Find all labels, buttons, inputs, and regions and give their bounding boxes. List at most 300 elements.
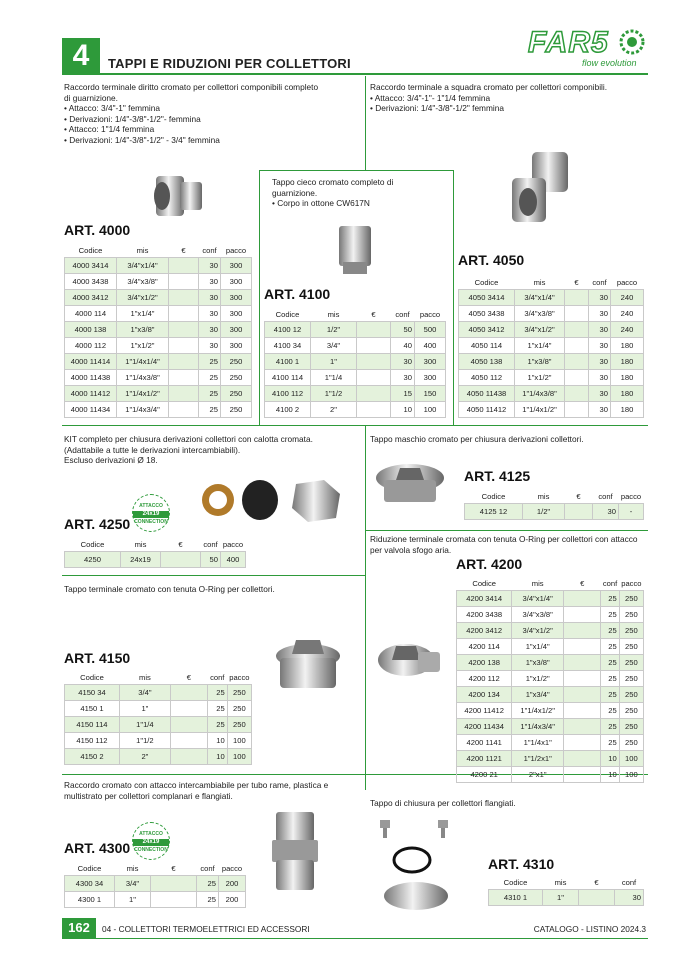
table-cell: 30 xyxy=(199,273,221,289)
table-row xyxy=(489,889,644,905)
table-cell: 30 xyxy=(589,305,611,321)
table-row xyxy=(457,654,644,670)
table-cell: 4250 xyxy=(65,551,121,567)
table-cell xyxy=(564,606,601,622)
table-cell: 25 xyxy=(207,716,227,732)
table-row xyxy=(457,734,644,750)
table-row xyxy=(457,670,644,686)
table-cell: 40 xyxy=(391,337,415,353)
article-title-4050: ART. 4050 xyxy=(458,252,525,268)
table-row xyxy=(65,369,252,385)
table-cell: 4200 1121 xyxy=(457,750,512,766)
column-header: Codice xyxy=(77,863,102,873)
table-row xyxy=(65,305,252,321)
table-cell: 3/4"x3/8" xyxy=(512,606,564,622)
table-cell: 250 xyxy=(227,684,251,700)
product-image-4150 xyxy=(270,634,346,694)
column-header: conf xyxy=(203,539,218,549)
table-row xyxy=(265,353,446,369)
table-cell: 4200 3438 xyxy=(457,606,512,622)
table-cell xyxy=(151,875,197,891)
table-cell: 300 xyxy=(415,353,446,369)
article-title-4300: ART. 4300 xyxy=(64,840,131,856)
table-cell xyxy=(169,273,199,289)
table-cell: 4100 34 xyxy=(265,337,311,353)
table-cell: 1"x3/4" xyxy=(512,686,564,702)
table-cell: - xyxy=(619,503,644,519)
description-4000: Raccordo terminale diritto cromato per collettori componibili completo di guarnizione. • Attacco: 3/4"-1" femmina • Derivazioni: 1/4"-3/8"-1/2"- femmina • Attacco: 1"1/4 femmina • Derivazioni: 1/4"-3/8"-1/2" - 3/4" femmina xyxy=(64,82,359,145)
table-row xyxy=(65,273,252,289)
table-row xyxy=(457,718,644,734)
table-cell: 10 xyxy=(207,732,227,748)
table-row xyxy=(459,289,644,305)
table-cell: 4150 2 xyxy=(65,748,120,764)
table-cell: 250 xyxy=(619,702,643,718)
table-cell: 250 xyxy=(619,718,643,734)
table-cell: 25 xyxy=(601,670,619,686)
table-row xyxy=(457,638,644,654)
table-cell: 4100 112 xyxy=(265,385,311,401)
article-title-4200: ART. 4200 xyxy=(456,556,523,572)
table-row xyxy=(459,369,644,385)
description-4100: Tappo cieco cromato completo di guarnizione. • Corpo in ottone CW617N xyxy=(272,177,440,209)
column-header: conf xyxy=(621,877,637,887)
table-cell: 2"x1" xyxy=(512,766,564,782)
table-row xyxy=(465,503,644,519)
table-cell: 25 xyxy=(601,686,619,702)
table-4100 xyxy=(264,308,446,418)
column-header: pacco xyxy=(225,245,247,255)
table-cell: 4000 114 xyxy=(65,305,117,321)
table-cell: 50 xyxy=(391,321,415,337)
table-cell: 250 xyxy=(221,385,252,401)
column-header: Codice xyxy=(80,672,104,682)
table-cell xyxy=(170,716,207,732)
table-cell: 4000 11434 xyxy=(65,401,117,417)
table-row xyxy=(65,700,252,716)
description-4125: Tappo maschio cromato per chiusura derivazioni collettori. xyxy=(370,434,584,444)
table-row xyxy=(65,748,252,764)
table-cell: 250 xyxy=(619,686,643,702)
table-cell xyxy=(169,337,199,353)
column-header: € xyxy=(576,491,581,501)
footer-rule xyxy=(62,938,648,939)
table-cell: 10 xyxy=(601,766,619,782)
table-cell: 1"x3/8" xyxy=(512,654,564,670)
table-cell: 30 xyxy=(391,369,415,385)
table-cell xyxy=(169,385,199,401)
table-cell: 150 xyxy=(415,385,446,401)
description-4050: Raccordo terminale a squadra cromato per collettori componibili. • Attacco: 3/4"-1"- 1"1/4 femmina • Derivazioni: 1/4"-3/8"-1/2" femmina xyxy=(370,82,645,114)
table-cell: 250 xyxy=(227,700,251,716)
table-cell: 1" xyxy=(119,700,170,716)
table-cell: 30 xyxy=(199,305,221,321)
table-cell: 250 xyxy=(619,638,643,654)
column-header: mis xyxy=(327,309,340,319)
table-row xyxy=(65,321,252,337)
table-cell xyxy=(357,321,391,337)
table-cell: 30 xyxy=(199,337,221,353)
table-cell: 3/4" xyxy=(119,684,170,700)
column-header: conf xyxy=(602,578,618,588)
description-4300: Raccordo cromato con attacco intercambiabile per tubo rame, plastica e multistrato per collettori complanari e flangiati. xyxy=(64,780,329,801)
table-row xyxy=(265,337,446,353)
article-title-4100: ART. 4100 xyxy=(264,286,331,302)
footer-section: 04 - COLLETTORI TERMOELETTRICI ED ACCESSORI xyxy=(102,924,310,934)
table-cell: 25 xyxy=(197,875,219,891)
column-header: Codice xyxy=(474,277,499,287)
table-cell xyxy=(169,321,199,337)
table-cell: 300 xyxy=(221,257,252,273)
table-cell: 4150 114 xyxy=(65,716,120,732)
column-header: Codice xyxy=(275,309,300,319)
table-cell: 100 xyxy=(619,766,643,782)
table-cell: 4200 112 xyxy=(457,670,512,686)
column-header: € xyxy=(181,245,186,255)
column-header: mis xyxy=(537,491,550,501)
table-row xyxy=(265,369,446,385)
table-cell: 200 xyxy=(219,891,246,907)
table-cell xyxy=(169,401,199,417)
table-cell: 4050 138 xyxy=(459,353,515,369)
column-header: conf xyxy=(395,309,410,319)
table-cell: 30 xyxy=(391,353,415,369)
column-header: € xyxy=(171,863,176,873)
section-number: 4 xyxy=(62,38,100,74)
column-header: pacco xyxy=(621,578,642,588)
table-row xyxy=(65,732,252,748)
product-image-4300 xyxy=(264,810,326,894)
table-cell: 25 xyxy=(199,385,221,401)
table-row xyxy=(457,686,644,702)
table-cell: 50 xyxy=(201,551,221,567)
table-cell: 4310 1 xyxy=(489,889,543,905)
table-cell xyxy=(565,385,589,401)
table-cell: 1"1/4 xyxy=(119,716,170,732)
table-4150 xyxy=(64,671,252,765)
table-cell: 180 xyxy=(611,337,644,353)
table-cell: 1"1/4x1/2" xyxy=(117,385,169,401)
table-cell: 1"x1/4" xyxy=(512,638,564,654)
divider xyxy=(62,425,648,426)
column-header: mis xyxy=(136,245,149,255)
table-cell xyxy=(564,734,601,750)
divider xyxy=(365,425,366,790)
table-row xyxy=(65,891,246,907)
table-cell: 15 xyxy=(391,385,415,401)
column-header: conf xyxy=(202,245,217,255)
table-row xyxy=(459,385,644,401)
table-cell: 4000 138 xyxy=(65,321,117,337)
table-cell xyxy=(169,369,199,385)
table-row xyxy=(65,257,252,273)
table-cell: 300 xyxy=(221,273,252,289)
table-cell: 4200 1141 xyxy=(457,734,512,750)
table-cell xyxy=(357,353,391,369)
table-cell: 180 xyxy=(611,385,644,401)
table-4300 xyxy=(64,862,246,908)
table-cell: 10 xyxy=(601,750,619,766)
table-4000 xyxy=(64,244,252,418)
table-cell: 1"x1/2" xyxy=(515,369,565,385)
divider xyxy=(259,170,260,425)
table-cell xyxy=(169,289,199,305)
table-cell: 1"1/2x1" xyxy=(512,750,564,766)
column-header: conf xyxy=(598,491,613,501)
column-header: Codice xyxy=(80,539,105,549)
table-cell: 25 xyxy=(601,590,619,606)
table-cell xyxy=(564,766,601,782)
logo-text: FAR5 xyxy=(528,26,609,59)
table-4310 xyxy=(488,876,644,906)
table-cell: 300 xyxy=(221,289,252,305)
article-title-4250: ART. 4250 xyxy=(64,516,131,532)
article-title-4000: ART. 4000 xyxy=(64,222,131,238)
table-cell: 4050 112 xyxy=(459,369,515,385)
table-cell: 1"x1/2" xyxy=(512,670,564,686)
table-cell: 1"1/4x3/8" xyxy=(515,385,565,401)
table-cell: 25 xyxy=(601,718,619,734)
table-cell: 4050 11412 xyxy=(459,401,515,417)
table-row xyxy=(65,385,252,401)
table-cell: 4300 1 xyxy=(65,891,115,907)
table-cell xyxy=(169,353,199,369)
table-4050 xyxy=(458,276,644,418)
table-cell: 30 xyxy=(199,257,221,273)
divider xyxy=(259,170,454,171)
table-cell: 25 xyxy=(601,606,619,622)
table-cell: 1" xyxy=(311,353,357,369)
table-cell xyxy=(565,353,589,369)
table-cell xyxy=(170,684,207,700)
table-cell: 250 xyxy=(221,369,252,385)
column-header: € xyxy=(580,578,585,588)
table-cell xyxy=(169,257,199,273)
table-cell: 250 xyxy=(619,670,643,686)
table-row xyxy=(65,353,252,369)
table-cell: 25 xyxy=(601,702,619,718)
table-cell: 25 xyxy=(601,654,619,670)
table-row xyxy=(457,622,644,638)
table-cell: 4100 12 xyxy=(265,321,311,337)
table-cell: 1"1/4x1/4" xyxy=(117,353,169,369)
footer-catalog: CATALOGO - LISTINO 2024.3 xyxy=(533,924,646,934)
table-cell: 25 xyxy=(207,700,227,716)
column-header: € xyxy=(178,539,183,549)
table-row xyxy=(457,590,644,606)
table-cell: 4000 11414 xyxy=(65,353,117,369)
table-cell: 1"x1/4" xyxy=(117,305,169,321)
table-cell: 25 xyxy=(197,891,219,907)
product-image-4250 xyxy=(196,476,346,524)
table-cell: 30 xyxy=(589,353,611,369)
table-cell: 4000 3412 xyxy=(65,289,117,305)
table-row xyxy=(459,353,644,369)
table-row xyxy=(457,606,644,622)
table-cell xyxy=(565,305,589,321)
table-cell: 100 xyxy=(227,732,251,748)
table-row xyxy=(65,684,252,700)
table-cell xyxy=(170,700,207,716)
column-header: conf xyxy=(592,277,607,287)
table-cell: 400 xyxy=(221,551,246,567)
table-cell: 3/4"x1/2" xyxy=(515,321,565,337)
table-cell: 25 xyxy=(601,734,619,750)
table-row xyxy=(65,716,252,732)
table-cell: 30 xyxy=(589,385,611,401)
description-4310: Tappo di chiusura per collettori flangiati. xyxy=(370,798,516,808)
product-image-4200 xyxy=(374,636,444,686)
table-cell: 1"1/4x3/4" xyxy=(512,718,564,734)
table-cell: 30 xyxy=(589,289,611,305)
table-cell: 240 xyxy=(611,289,644,305)
table-cell: 250 xyxy=(619,606,643,622)
table-row xyxy=(457,766,644,782)
column-header: pacco xyxy=(620,491,642,501)
product-image-4100 xyxy=(335,224,375,279)
table-row xyxy=(265,321,446,337)
table-cell xyxy=(564,686,601,702)
table-cell: 10 xyxy=(391,401,415,417)
table-cell xyxy=(564,590,601,606)
header-rule xyxy=(62,73,648,75)
table-cell: 4100 114 xyxy=(265,369,311,385)
product-image-4125 xyxy=(370,458,450,510)
product-image-4050 xyxy=(508,150,578,230)
page-number: 162 xyxy=(62,918,96,938)
table-cell xyxy=(161,551,201,567)
table-cell: 250 xyxy=(221,401,252,417)
table-cell: 30 xyxy=(199,321,221,337)
table-cell: 180 xyxy=(611,369,644,385)
table-cell: 4050 114 xyxy=(459,337,515,353)
table-cell: 3/4"x1/4" xyxy=(512,590,564,606)
table-cell: 30 xyxy=(589,337,611,353)
column-header: mis xyxy=(134,539,147,549)
logo-subtitle: flow evolution xyxy=(582,58,637,68)
table-cell: 30 xyxy=(589,321,611,337)
divider xyxy=(365,76,366,170)
table-cell: 3/4" xyxy=(311,337,357,353)
table-cell: 250 xyxy=(619,590,643,606)
table-cell: 1"1/2 xyxy=(311,385,357,401)
product-image-4000 xyxy=(148,172,208,222)
table-cell: 1"1/4x1" xyxy=(512,734,564,750)
connection-badge: ATTACCO 24x19 CONNECTION xyxy=(132,494,170,532)
table-4200 xyxy=(456,577,644,783)
table-cell: 2" xyxy=(119,748,170,764)
table-cell: 4000 112 xyxy=(65,337,117,353)
table-cell: 4050 3414 xyxy=(459,289,515,305)
column-header: mis xyxy=(126,863,139,873)
table-cell: 200 xyxy=(219,875,246,891)
table-cell: 4200 21 xyxy=(457,766,512,782)
table-cell xyxy=(565,337,589,353)
table-row xyxy=(457,702,644,718)
table-cell: 4200 3412 xyxy=(457,622,512,638)
column-header: pacco xyxy=(221,863,243,873)
table-cell: 100 xyxy=(619,750,643,766)
table-cell xyxy=(565,289,589,305)
divider xyxy=(453,170,454,425)
table-cell: 1"1/4x3/4" xyxy=(117,401,169,417)
table-cell: 25 xyxy=(601,638,619,654)
table-cell xyxy=(170,748,207,764)
table-cell: 1" xyxy=(115,891,151,907)
table-cell: 4300 34 xyxy=(65,875,115,891)
table-cell: 1"x1/4" xyxy=(515,337,565,353)
table-cell xyxy=(579,889,615,905)
column-header: conf xyxy=(200,863,215,873)
divider xyxy=(365,530,648,531)
table-cell: 240 xyxy=(611,305,644,321)
table-cell: 1"x3/8" xyxy=(515,353,565,369)
table-cell xyxy=(565,401,589,417)
table-cell: 1"1/2 xyxy=(119,732,170,748)
table-cell xyxy=(565,369,589,385)
description-4250: KIT completo per chiusura derivazioni collettori con calotta cromata. (Adattabile a tutte le derivazioni intercambiabili). Escluso derivazioni Ø 18. xyxy=(64,434,313,465)
table-cell: 1" xyxy=(543,889,579,905)
table-row xyxy=(459,305,644,321)
table-row xyxy=(265,401,446,417)
table-cell xyxy=(357,369,391,385)
article-title-4310: ART. 4310 xyxy=(488,856,555,872)
table-cell: 4100 2 xyxy=(265,401,311,417)
table-cell: 4000 3414 xyxy=(65,257,117,273)
table-row xyxy=(65,401,252,417)
table-cell: 180 xyxy=(611,353,644,369)
table-cell: 100 xyxy=(227,748,251,764)
table-cell: 4000 11412 xyxy=(65,385,117,401)
column-header: pacco xyxy=(222,539,244,549)
table-cell: 3/4" xyxy=(115,875,151,891)
column-header: € xyxy=(371,309,376,319)
table-row xyxy=(265,385,446,401)
description-4200: Riduzione terminale cromata con tenuta O-Ring per collettori con attacco per valvola sfogo aria. xyxy=(370,534,638,555)
column-header: € xyxy=(594,877,599,887)
table-cell: 30 xyxy=(593,503,619,519)
table-cell xyxy=(564,670,601,686)
table-cell: 24x19 xyxy=(121,551,161,567)
table-cell: 4050 11438 xyxy=(459,385,515,401)
table-cell: 4200 3414 xyxy=(457,590,512,606)
table-cell xyxy=(565,321,589,337)
column-header: Codice xyxy=(481,491,506,501)
brand-logo xyxy=(524,26,648,70)
table-cell: 250 xyxy=(619,622,643,638)
table-cell: 25 xyxy=(207,684,227,700)
column-header: € xyxy=(574,277,579,287)
divider xyxy=(62,575,365,576)
table-cell xyxy=(564,654,601,670)
column-header: mis xyxy=(531,578,544,588)
column-header: conf xyxy=(210,672,225,682)
table-cell: 1"1/4x3/8" xyxy=(117,369,169,385)
table-cell: 4200 138 xyxy=(457,654,512,670)
table-cell: 1"1/4x1/2" xyxy=(512,702,564,718)
table-cell: 300 xyxy=(221,305,252,321)
table-cell: 3/4"x1/2" xyxy=(512,622,564,638)
table-cell: 1"1/4 xyxy=(311,369,357,385)
table-cell: 1/2" xyxy=(523,503,565,519)
table-cell: 300 xyxy=(221,337,252,353)
table-cell: 400 xyxy=(415,337,446,353)
table-cell: 1"1/4x1/2" xyxy=(515,401,565,417)
table-cell: 1"x3/8" xyxy=(117,321,169,337)
table-cell xyxy=(564,702,601,718)
table-cell xyxy=(564,750,601,766)
column-header: mis xyxy=(554,877,567,887)
